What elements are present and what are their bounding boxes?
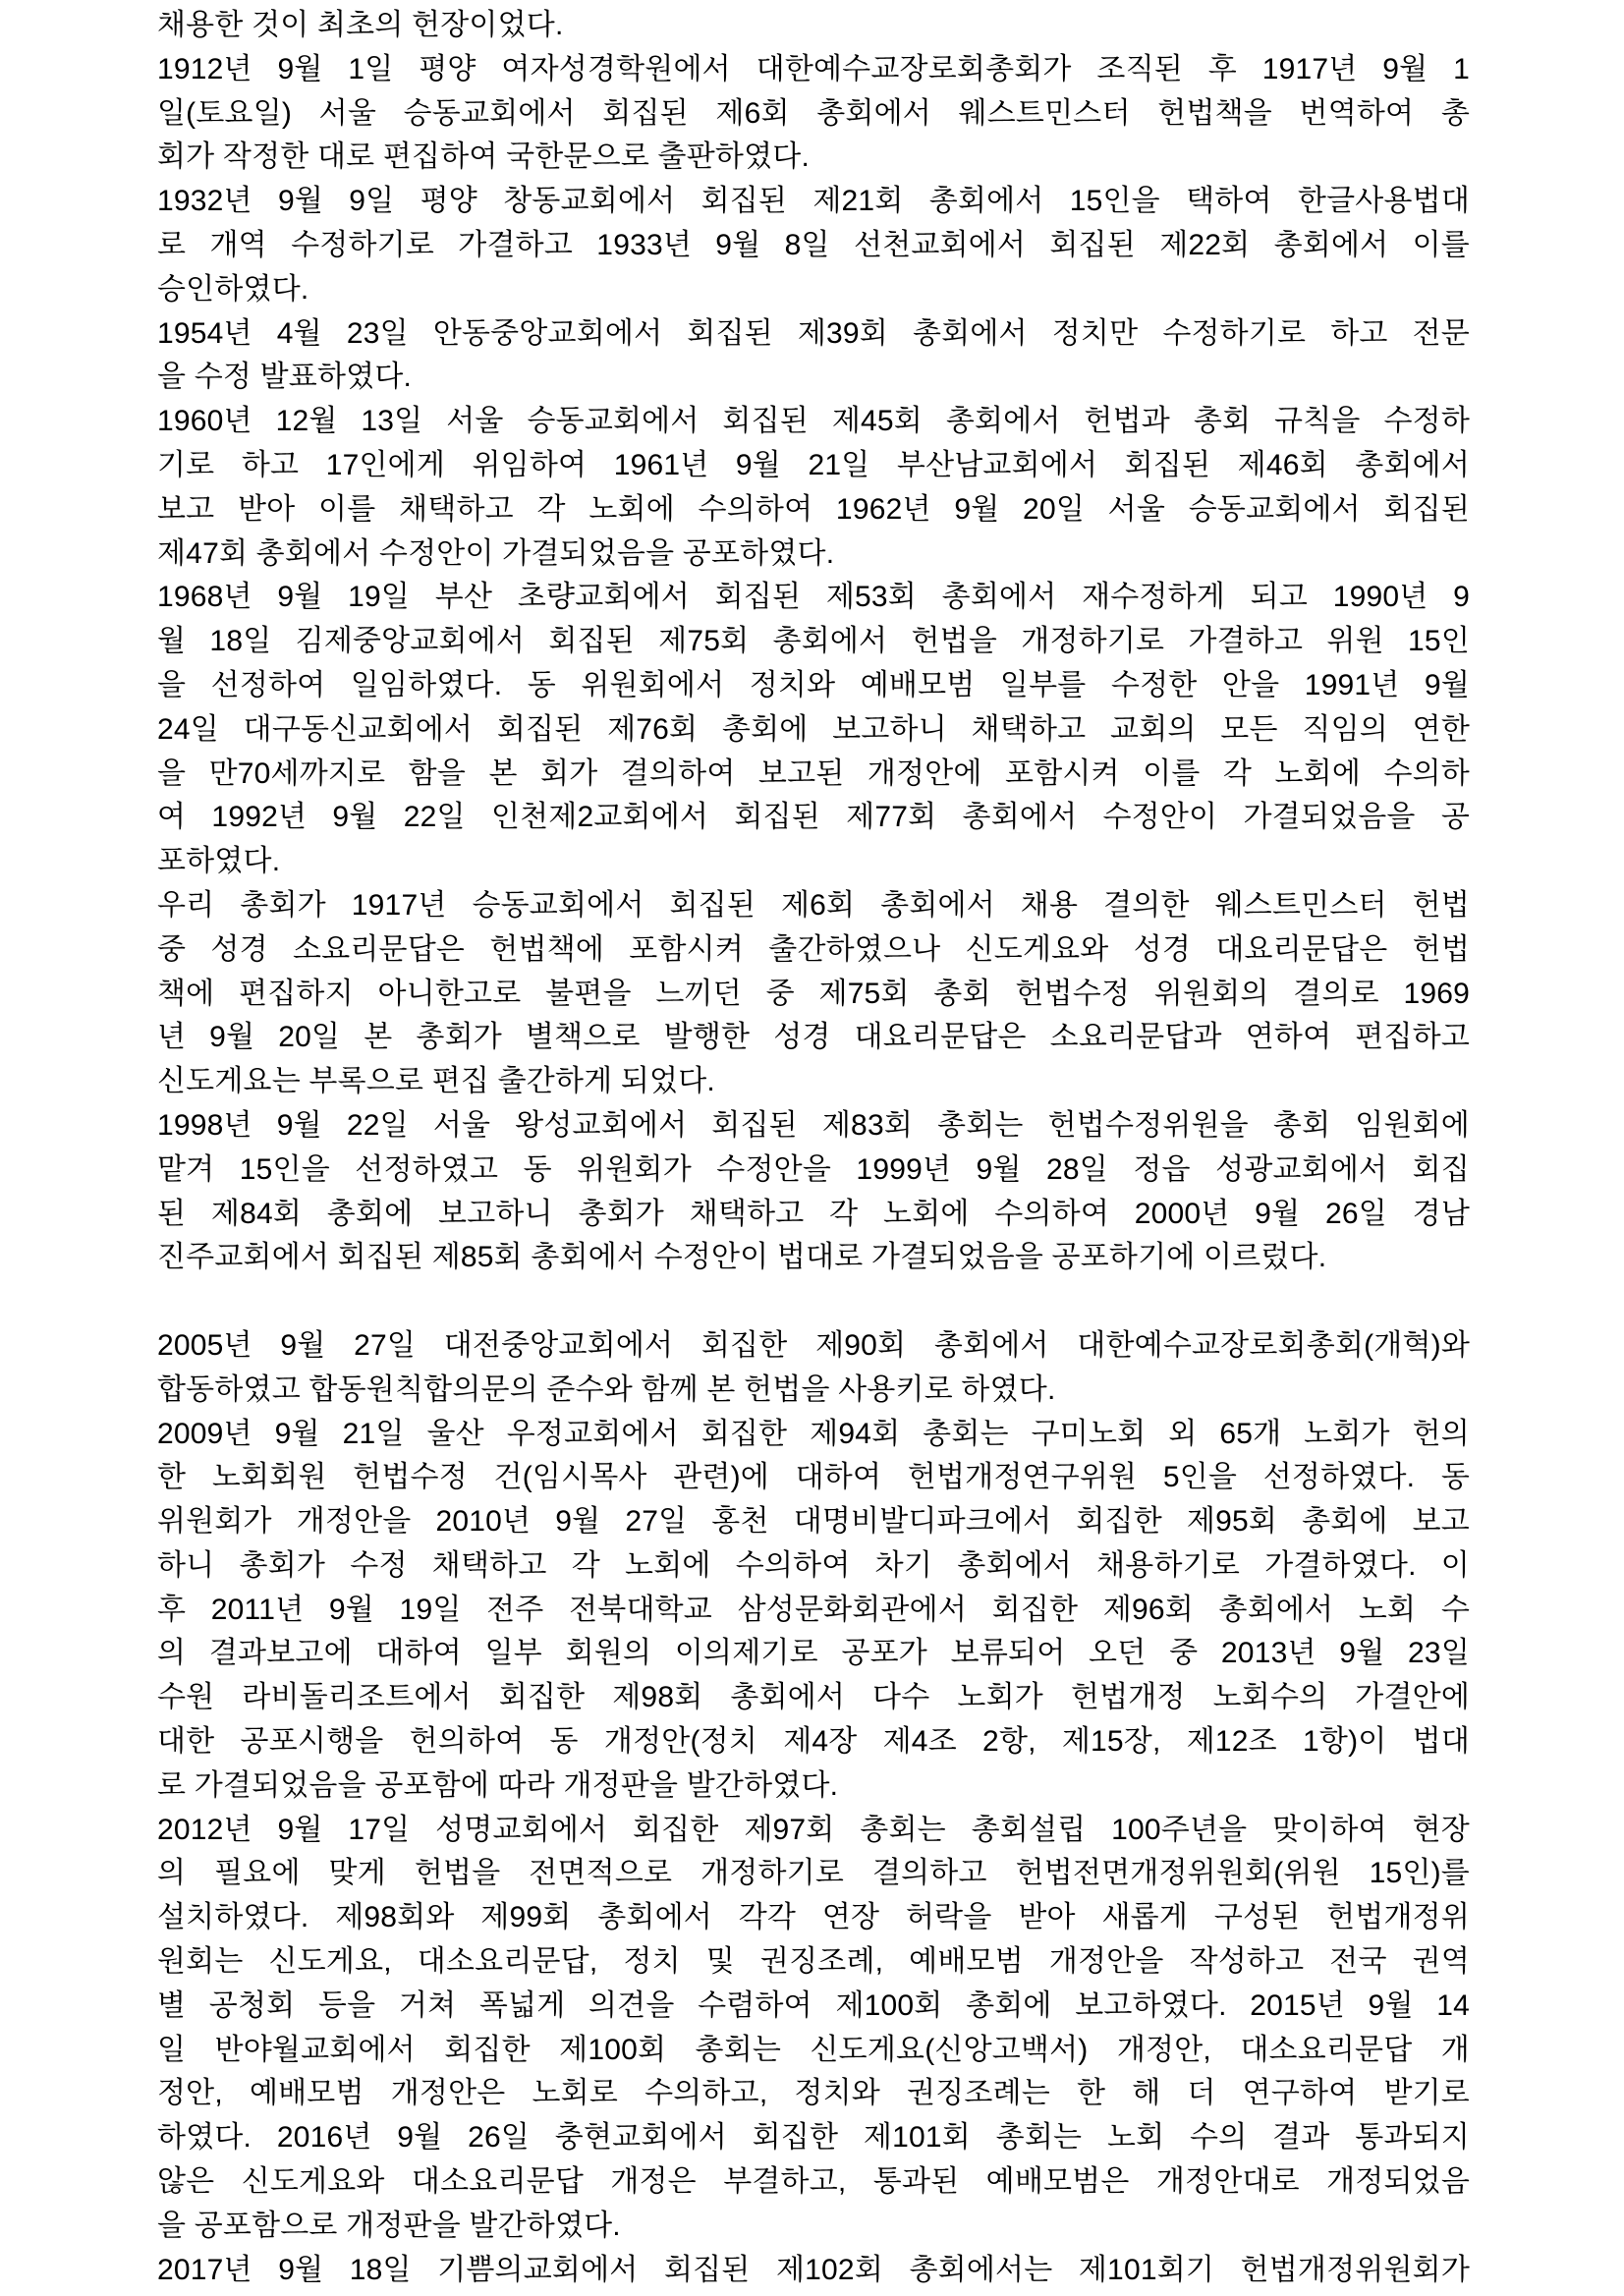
text-line: 원회는 신도게요, 대소요리문답, 정치 및 권징조례, 예배모범 개정안을 작성하고 전국 권역 (157, 1945, 1470, 1979)
text-line: 신도게요는 부록으로 편집 출간하게 되었다. (157, 1065, 715, 1098)
text-line: 책에 편집하지 아니한고로 불편을 느끼던 중 제75회 총회 헌법수정 위원회의 결의로 1969 (157, 977, 1470, 1010)
text-line: 위원회가 개정안을 2010년 9월 27일 홍천 대명비발디파크에서 회집한 제95회 총회에 보고 (157, 1505, 1470, 1539)
text-line: 1960년 12월 13일 서울 승동교회에서 회집된 제45회 총회에서 헌법과 총회 규칙을 수정하 (157, 405, 1470, 438)
text-line: 년 9월 20일 본 총회가 별책으로 발행한 성경 대요리문답은 소요리문답과 연하여 편집하고 (157, 1021, 1470, 1054)
text-line: 2017년 9월 18일 기쁨의교회에서 회집된 제102회 총회에서는 제101회기 헌법개정위원회가 (157, 2253, 1470, 2286)
text-line: 1998년 9월 22일 서울 왕성교회에서 회집된 제83회 총회는 헌법수정위원을 총회 임원회에 (157, 1108, 1470, 1142)
text-line: 2005년 9월 27일 대전중앙교회에서 회집한 제90회 총회에서 대한예수교장로회총회(개혁)와 (157, 1328, 1470, 1362)
text-line: 한 노회회원 헌법수정 건(임시목사 관련)에 대하여 헌법개정연구위원 5인을 선정하였다. 동 (157, 1461, 1470, 1494)
text-line: 정안, 예배모범 개정안은 노회로 수의하고, 정치와 권징조례는 한 해 더 연구하여 받기로 (157, 2077, 1470, 2110)
text-line: 1968년 9월 19일 부산 초량교회에서 회집된 제53회 총회에서 재수정하게 되고 1990년 9 (157, 581, 1470, 614)
text-line: 후 2011년 9월 19일 전주 전북대학교 삼성문화회관에서 회집한 제96회 총회에서 노회 수 (157, 1593, 1470, 1626)
text-line: 1954년 4월 23일 안동중앙교회에서 회집된 제39회 총회에서 정치만 수정하기로 하고 전문 (157, 316, 1470, 350)
text-line: 을 만70세까지로 함을 본 회가 결의하여 보고된 개정안에 포함시켜 이를 각 노회에 수의하 (157, 756, 1470, 790)
text-line: 승인하였다. (157, 272, 309, 306)
text-line: 의 결과보고에 대하여 일부 회원의 이의제기로 공포가 보류되어 오던 중 2013년 9월 23일 (157, 1637, 1470, 1670)
text-line: 1912년 9월 1일 평양 여자성경학원에서 대한예수교장로회총회가 조직된 후 1917년 9월 1 (157, 52, 1470, 85)
text-line: 별 공청회 등을 거쳐 폭넓게 의견을 수렴하여 제100회 총회에 보고하였다. 2015년 9월 14 (157, 1988, 1470, 2022)
text-line: 대한 공포시행을 헌의하여 동 개정안(정치 제4장 제4조 2항, 제15장, 제12조 1항)이 법대 (157, 1725, 1470, 1759)
text-line: 우리 총회가 1917년 승동교회에서 회집된 제6회 총회에서 채용 결의한 웨스트민스터 헌법 (157, 888, 1470, 922)
text-line: 24일 대구동신교회에서 회집된 제76회 총회에 보고하니 채택하고 교회의 모든 직임의 연한 (157, 712, 1470, 746)
text-line: 하니 총회가 수정 채택하고 각 노회에 수의하여 차기 총회에서 채용하기로 가결하였다. 이 (157, 1548, 1470, 1582)
text-line: 의 필요에 맞게 헌법을 전면적으로 개정하기로 결의하고 헌법전면개정위원회(위원 15인)를 (157, 1857, 1470, 1890)
text-line: 하였다. 2016년 9월 26일 충현교회에서 회집한 제101회 총회는 노회 수의 결과 통과되지 (157, 2121, 1470, 2155)
text-line: 된 제84회 총회에 보고하니 총회가 채택하고 각 노회에 수의하여 2000년 9월 26일 경남 (157, 1197, 1470, 1230)
text-line: 여 1992년 9월 22일 인천제2교회에서 회집된 제77회 총회에서 수정안이 가결되었음을 공 (157, 801, 1470, 834)
text-line: 1932년 9월 9일 평양 창동교회에서 회집된 제21회 총회에서 15인을 택하여 한글사용법대 (157, 185, 1470, 218)
text-line: 진주교회에서 회집된 제85회 총회에서 수정안이 법대로 가결되었음을 공포하기에 이르렀다. (157, 1241, 1327, 1274)
text-line: 기로 하고 17인에게 위임하여 1961년 9월 21일 부산남교회에서 회집된 제46회 총회에서 (157, 448, 1470, 481)
text-line: 을 수정 발표하였다. (157, 361, 413, 394)
text-line: 일(토요일) 서울 승동교회에서 회집된 제6회 총회에서 웨스트민스터 헌법책을 번역하여 총 (157, 96, 1470, 130)
text-line: 을 선정하여 일임하였다. 동 위원회에서 정치와 예배모범 일부를 수정한 안을 1991년 9월 (157, 668, 1470, 701)
text-line: 중 성경 소요리문답은 헌법책에 포함시켜 출간하였으나 신도게요와 성경 대요리문답은 헌법 (157, 932, 1470, 966)
text-line: 합동하였고 합동원칙합의문의 준수와 함께 본 헌법을 사용키로 하였다. (157, 1372, 1056, 1406)
text-line: 보고 받아 이를 채택하고 각 노회에 수의하여 1962년 9월 20일 서울 승동교회에서 회집된 (157, 492, 1470, 526)
text-line: 로 개역 수정하기로 가결하고 1933년 9월 8일 선천교회에서 회집된 제22회 총회에서 이를 (157, 228, 1470, 261)
text-line: 로 가결되었음을 공포함에 따라 개정판을 발간하였다. (157, 1768, 839, 1802)
text-line: 을 공포함으로 개정판을 발간하였다. (157, 2209, 621, 2242)
text-line: 회가 작정한 대로 편집하여 국한문으로 출판하였다. (157, 140, 810, 174)
text-line (157, 1280, 1470, 1324)
text-line: 수원 라비돌리조트에서 회집한 제98회 총회에서 다수 노회가 헌법개정 노회수의 가결안에 (157, 1681, 1470, 1714)
text-line: 포하였다. (157, 845, 281, 878)
text-line: 월 18일 김제중앙교회에서 회집된 제75회 총회에서 헌법을 개정하기로 가결하고 위원 15인 (157, 625, 1470, 658)
text-line: 맡겨 15인을 선정하였고 동 위원회가 수정안을 1999년 9월 28일 정읍 성광교회에서 회집 (157, 1152, 1470, 1186)
text-line: 설치하였다. 제98회와 제99회 총회에서 각각 연장 허락을 받아 새롭게 구성된 헌법개정위 (157, 1901, 1470, 1934)
text-line: 제47회 총회에서 수정안이 가결되었음을 공포하였다. (157, 536, 835, 570)
text-line: 않은 신도게요와 대소요리문답 개정은 부결하고, 통과된 예배모범은 개정안대로 개정되었음 (157, 2165, 1470, 2199)
text-block (157, 4, 1470, 2292)
text-line: 일 반야월교회에서 회집한 제100회 총회는 신도게요(신앙고백서) 개정안, 대소요리문답 개 (157, 2033, 1470, 2066)
text-line: 2012년 9월 17일 성명교회에서 회집한 제97회 총회는 총회설립 100주년을 맞이하여 현장 (157, 1813, 1470, 1846)
text-line: 2009년 9월 21일 울산 우정교회에서 회집한 제94회 총회는 구미노회 외 65개 노회가 헌의 (157, 1417, 1470, 1450)
text-line: 채용한 것이 최초의 헌장이었다. (157, 9, 564, 41)
